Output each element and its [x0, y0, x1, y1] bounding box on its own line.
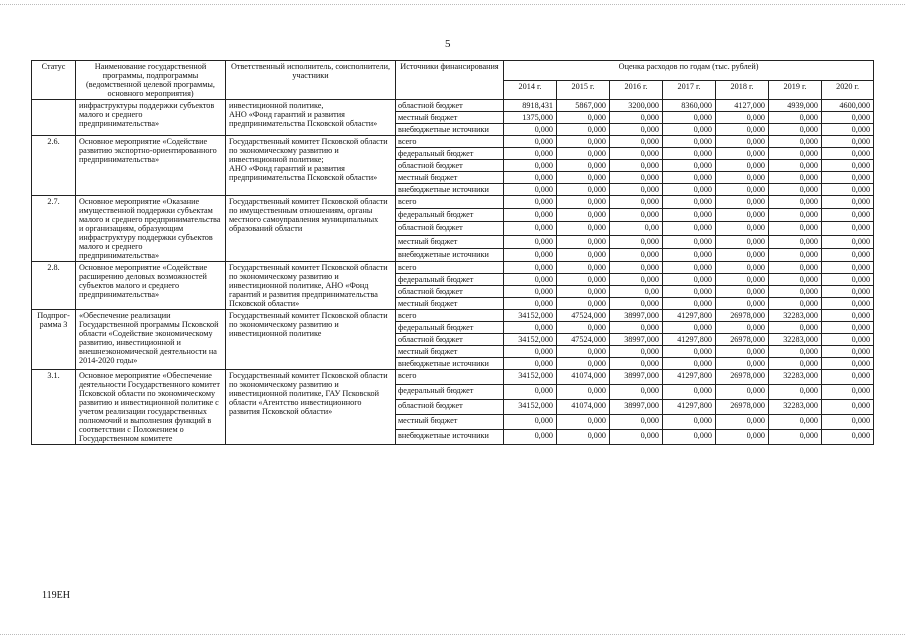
executor-cell: инвестиционной политике, АНО «Фонд гарантий и развития предпринимательства Псковской области»: [226, 100, 396, 136]
value-cell: 0,000: [716, 112, 769, 124]
value-cell: 0,000: [822, 222, 874, 235]
value-cell: 0,000: [504, 136, 557, 148]
status-cell: [32, 100, 76, 136]
source-cell: всего: [396, 370, 504, 385]
value-cell: 0,000: [769, 148, 822, 160]
value-cell: 0,000: [504, 346, 557, 358]
value-cell: 0,000: [557, 172, 610, 184]
value-cell: 0,000: [716, 274, 769, 286]
value-cell: 0,000: [769, 196, 822, 209]
value-cell: 0,000: [557, 222, 610, 235]
table-row: [32, 370, 874, 385]
value-cell: 0,000: [504, 160, 557, 172]
value-cell: 0,000: [610, 430, 663, 445]
value-cell: 0,000: [769, 415, 822, 430]
source-cell: внебюджетные источники: [396, 184, 504, 196]
value-cell: 0,000: [610, 209, 663, 222]
value-cell: 0,000: [769, 209, 822, 222]
value-cell: 0,000: [769, 358, 822, 370]
value-cell: 0,000: [769, 160, 822, 172]
value-cell: 0,000: [610, 298, 663, 310]
value-cell: 0,000: [822, 235, 874, 248]
executor-cell: Государственный комитет Псковской области по экономическому развитию и инвестиционной политике, АНО «Фонд гарантий и развития предпринимательства Псковской области»: [226, 262, 396, 310]
value-cell: 0,000: [822, 310, 874, 322]
value-cell: 0,000: [716, 124, 769, 136]
value-cell: 47524,000: [557, 334, 610, 346]
value-cell: 41297,800: [663, 310, 716, 322]
source-cell: местный бюджет: [396, 346, 504, 358]
value-cell: 0,000: [557, 415, 610, 430]
source-cell: местный бюджет: [396, 415, 504, 430]
value-cell: 0,000: [504, 184, 557, 196]
value-cell: 0,000: [610, 136, 663, 148]
value-cell: 0,000: [822, 248, 874, 261]
value-cell: 0,00: [610, 286, 663, 298]
value-cell: 0,000: [557, 112, 610, 124]
value-cell: 26978,000: [716, 370, 769, 385]
value-cell: 0,000: [557, 430, 610, 445]
value-cell: 0,000: [822, 209, 874, 222]
value-cell: 0,000: [557, 298, 610, 310]
value-cell: 0,000: [769, 262, 822, 274]
value-cell: 0,000: [769, 346, 822, 358]
value-cell: 0,000: [716, 322, 769, 334]
value-cell: 41297,800: [663, 370, 716, 385]
value-cell: 26978,000: [716, 334, 769, 346]
value-cell: 0,000: [769, 184, 822, 196]
value-cell: 0,000: [610, 112, 663, 124]
value-cell: 0,000: [822, 430, 874, 445]
value-cell: 32283,000: [769, 310, 822, 322]
value-cell: 0,000: [822, 358, 874, 370]
value-cell: 0,000: [716, 286, 769, 298]
status-cell: 2.7.: [32, 196, 76, 262]
executor-cell: Государственный комитет Псковской области по экономическому развитию и инвестиционной политике; АНО «Фонд гарантий и развития предпринимательства Псковской области»: [226, 136, 396, 196]
source-cell: всего: [396, 136, 504, 148]
value-cell: 0,000: [610, 196, 663, 209]
source-cell: местный бюджет: [396, 235, 504, 248]
value-cell: 0,000: [769, 172, 822, 184]
source-cell: федеральный бюджет: [396, 209, 504, 222]
source-cell: федеральный бюджет: [396, 385, 504, 400]
table-row: [32, 196, 874, 209]
value-cell: 34152,000: [504, 310, 557, 322]
value-cell: 0,000: [663, 346, 716, 358]
value-cell: 41297,800: [663, 400, 716, 415]
value-cell: 0,000: [822, 184, 874, 196]
value-cell: 0,000: [716, 136, 769, 148]
value-cell: 0,000: [716, 148, 769, 160]
value-cell: 0,000: [663, 235, 716, 248]
value-cell: 0,000: [504, 322, 557, 334]
document-code: 119ЕН: [42, 590, 70, 601]
value-cell: 38997,000: [610, 400, 663, 415]
value-cell: 0,000: [769, 430, 822, 445]
value-cell: 0,000: [769, 322, 822, 334]
header-executor: Ответственный исполнитель, соисполнители, участники: [226, 61, 396, 100]
value-cell: 0,000: [663, 385, 716, 400]
source-cell: всего: [396, 310, 504, 322]
value-cell: 0,000: [663, 322, 716, 334]
status-cell: Подпрог-рамма 3: [32, 310, 76, 370]
value-cell: 0,000: [557, 136, 610, 148]
name-cell: «Обеспечение реализации Государственной программы Псковской области «Содействие экономическому развитию, инвестиционной и внешнеэкономической деятельности на 2014-2020 годы»: [76, 310, 226, 370]
value-cell: 0,000: [663, 286, 716, 298]
value-cell: 0,000: [504, 235, 557, 248]
value-cell: 0,000: [610, 346, 663, 358]
value-cell: 0,000: [822, 322, 874, 334]
value-cell: 0,000: [504, 274, 557, 286]
value-cell: 0,000: [822, 148, 874, 160]
value-cell: 0,000: [716, 430, 769, 445]
value-cell: 0,000: [822, 334, 874, 346]
value-cell: 0,000: [610, 124, 663, 136]
value-cell: 0,000: [504, 222, 557, 235]
value-cell: 0,000: [716, 209, 769, 222]
value-cell: 4600,000: [822, 100, 874, 112]
value-cell: 0,000: [610, 385, 663, 400]
header-year: 2020 г.: [822, 80, 874, 100]
value-cell: 0,000: [822, 136, 874, 148]
value-cell: 0,000: [663, 415, 716, 430]
executor-cell: Государственный комитет Псковской области по экономическому развитию и инвестиционной политике: [226, 310, 396, 370]
value-cell: 0,000: [822, 274, 874, 286]
value-cell: 26978,000: [716, 400, 769, 415]
value-cell: 0,000: [716, 415, 769, 430]
table-row: [32, 262, 874, 274]
scan-edge-bottom: [0, 634, 905, 635]
value-cell: 0,000: [610, 274, 663, 286]
value-cell: 0,000: [610, 172, 663, 184]
value-cell: 0,000: [663, 274, 716, 286]
value-cell: 0,000: [610, 160, 663, 172]
source-cell: внебюджетные источники: [396, 248, 504, 261]
value-cell: 0,000: [716, 262, 769, 274]
value-cell: 0,000: [769, 222, 822, 235]
page-number: 5: [445, 38, 451, 50]
source-cell: областной бюджет: [396, 222, 504, 235]
value-cell: 0,000: [663, 430, 716, 445]
source-cell: внебюджетные источники: [396, 430, 504, 445]
value-cell: 0,000: [663, 248, 716, 261]
value-cell: 0,000: [504, 172, 557, 184]
name-cell: инфраструктуры поддержки субъектов малого и среднего предпринимательства»: [76, 100, 226, 136]
value-cell: 0,000: [663, 196, 716, 209]
value-cell: 0,000: [557, 346, 610, 358]
name-cell: Основное мероприятие «Обеспечение деятельности Государственного комитет Псковской области по экономическому развитию и инвестиционной политике с учетом реализации государственных полномочий и выполнения функций в соответствии с Положением о Государственном комитете: [76, 370, 226, 445]
value-cell: 0,000: [663, 358, 716, 370]
value-cell: 0,000: [557, 235, 610, 248]
value-cell: 0,000: [716, 160, 769, 172]
table-row: [32, 136, 874, 148]
header-status: Статус: [32, 61, 76, 100]
value-cell: 26978,000: [716, 310, 769, 322]
value-cell: 0,000: [504, 358, 557, 370]
value-cell: 0,00: [610, 222, 663, 235]
value-cell: 0,000: [610, 148, 663, 160]
value-cell: 0,000: [610, 322, 663, 334]
value-cell: 0,000: [716, 385, 769, 400]
value-cell: 0,000: [504, 209, 557, 222]
header-year: 2014 г.: [504, 80, 557, 100]
value-cell: 5867,000: [557, 100, 610, 112]
value-cell: 0,000: [557, 196, 610, 209]
value-cell: 0,000: [822, 286, 874, 298]
value-cell: 0,000: [822, 370, 874, 385]
value-cell: 38997,000: [610, 370, 663, 385]
value-cell: 41297,800: [663, 334, 716, 346]
value-cell: 4127,000: [716, 100, 769, 112]
value-cell: 0,000: [822, 112, 874, 124]
value-cell: 0,000: [504, 298, 557, 310]
value-cell: 0,000: [557, 322, 610, 334]
value-cell: 0,000: [769, 298, 822, 310]
value-cell: 0,000: [822, 160, 874, 172]
header-year: 2019 г.: [769, 80, 822, 100]
value-cell: 34152,000: [504, 334, 557, 346]
value-cell: 0,000: [557, 209, 610, 222]
value-cell: 0,000: [769, 286, 822, 298]
value-cell: 0,000: [716, 222, 769, 235]
source-cell: областной бюджет: [396, 286, 504, 298]
value-cell: 0,000: [610, 235, 663, 248]
value-cell: 4939,000: [769, 100, 822, 112]
name-cell: Основное мероприятие «Содействие расширению деловых возможностей субъектов малого и среднего предпринимательства»: [76, 262, 226, 310]
value-cell: 0,000: [769, 136, 822, 148]
value-cell: 0,000: [557, 160, 610, 172]
value-cell: 0,000: [663, 112, 716, 124]
table-row: [32, 100, 874, 112]
header-year: 2015 г.: [557, 80, 610, 100]
value-cell: 0,000: [663, 262, 716, 274]
value-cell: 0,000: [822, 172, 874, 184]
value-cell: 0,000: [716, 248, 769, 261]
source-cell: внебюджетные источники: [396, 358, 504, 370]
value-cell: 8360,000: [663, 100, 716, 112]
value-cell: 0,000: [610, 248, 663, 261]
value-cell: 0,000: [504, 248, 557, 261]
value-cell: 38997,000: [610, 310, 663, 322]
value-cell: 0,000: [716, 184, 769, 196]
value-cell: 47524,000: [557, 310, 610, 322]
source-cell: местный бюджет: [396, 298, 504, 310]
header-year: 2017 г.: [663, 80, 716, 100]
executor-cell: Государственный комитет Псковской области по имущественным отношениям, органы местного самоуправления муниципальных образований области: [226, 196, 396, 262]
value-cell: 0,000: [663, 136, 716, 148]
scan-edge-top: [0, 4, 905, 5]
value-cell: 41074,000: [557, 400, 610, 415]
source-cell: областной бюджет: [396, 160, 504, 172]
value-cell: 32283,000: [769, 370, 822, 385]
value-cell: 8918,431: [504, 100, 557, 112]
value-cell: 0,000: [769, 124, 822, 136]
value-cell: 0,000: [557, 148, 610, 160]
value-cell: 0,000: [716, 172, 769, 184]
value-cell: 0,000: [557, 248, 610, 261]
value-cell: 0,000: [504, 196, 557, 209]
value-cell: 0,000: [663, 172, 716, 184]
status-cell: 3.1.: [32, 370, 76, 445]
value-cell: 0,000: [822, 124, 874, 136]
value-cell: 0,000: [663, 222, 716, 235]
source-cell: местный бюджет: [396, 172, 504, 184]
source-cell: федеральный бюджет: [396, 274, 504, 286]
source-cell: областной бюджет: [396, 100, 504, 112]
value-cell: 38997,000: [610, 334, 663, 346]
expenditure-table: [31, 60, 874, 445]
table-row: [32, 310, 874, 322]
value-cell: 41074,000: [557, 370, 610, 385]
value-cell: 0,000: [716, 346, 769, 358]
value-cell: 34152,000: [504, 370, 557, 385]
source-cell: федеральный бюджет: [396, 322, 504, 334]
value-cell: 32283,000: [769, 334, 822, 346]
source-cell: всего: [396, 196, 504, 209]
value-cell: 0,000: [822, 298, 874, 310]
value-cell: 0,000: [663, 184, 716, 196]
value-cell: 0,000: [716, 298, 769, 310]
status-cell: 2.6.: [32, 136, 76, 196]
value-cell: 0,000: [716, 235, 769, 248]
value-cell: 32283,000: [769, 400, 822, 415]
value-cell: 0,000: [504, 124, 557, 136]
value-cell: 0,000: [769, 274, 822, 286]
value-cell: 0,000: [610, 358, 663, 370]
value-cell: 1375,000: [504, 112, 557, 124]
header-name: Наименование государственной программы, подпрограммы (ведомственной целевой программы, основного мероприятия): [76, 61, 226, 100]
value-cell: 0,000: [504, 415, 557, 430]
value-cell: 0,000: [610, 415, 663, 430]
value-cell: 0,000: [504, 286, 557, 298]
header-source: Источники финансирования: [396, 61, 504, 100]
value-cell: 0,000: [557, 184, 610, 196]
value-cell: 0,000: [822, 196, 874, 209]
value-cell: 0,000: [822, 415, 874, 430]
value-cell: 0,000: [663, 298, 716, 310]
value-cell: 0,000: [557, 358, 610, 370]
value-cell: 0,000: [557, 124, 610, 136]
value-cell: 0,000: [504, 262, 557, 274]
value-cell: 0,000: [610, 184, 663, 196]
value-cell: 3200,000: [610, 100, 663, 112]
value-cell: 34152,000: [504, 400, 557, 415]
value-cell: 0,000: [504, 385, 557, 400]
value-cell: 0,000: [557, 286, 610, 298]
header-year: 2016 г.: [610, 80, 663, 100]
value-cell: 0,000: [769, 248, 822, 261]
value-cell: 0,000: [663, 160, 716, 172]
value-cell: 0,000: [822, 385, 874, 400]
header-year: 2018 г.: [716, 80, 769, 100]
name-cell: Основное мероприятие «Содействие развитию экспортно-ориентированного предпринимательства»: [76, 136, 226, 196]
value-cell: 0,000: [557, 385, 610, 400]
value-cell: 0,000: [663, 124, 716, 136]
value-cell: 0,000: [504, 430, 557, 445]
value-cell: 0,000: [769, 112, 822, 124]
source-cell: внебюджетные источники: [396, 124, 504, 136]
value-cell: 0,000: [557, 274, 610, 286]
value-cell: 0,000: [663, 148, 716, 160]
source-cell: областной бюджет: [396, 400, 504, 415]
value-cell: 0,000: [610, 262, 663, 274]
value-cell: 0,000: [769, 385, 822, 400]
table-body: [32, 100, 874, 445]
value-cell: 0,000: [822, 346, 874, 358]
source-cell: всего: [396, 262, 504, 274]
source-cell: местный бюджет: [396, 112, 504, 124]
value-cell: 0,000: [504, 148, 557, 160]
executor-cell: Государственный комитет Псковской области по экономическому развитию и инвестиционной политике, ГАУ Псковской области «Агентство инвестиционного развития Псковской области»: [226, 370, 396, 445]
value-cell: 0,000: [822, 400, 874, 415]
header-cost: Оценка расходов по годам (тыс. рублей): [504, 61, 874, 81]
value-cell: 0,000: [716, 358, 769, 370]
source-cell: федеральный бюджет: [396, 148, 504, 160]
value-cell: 0,000: [716, 196, 769, 209]
name-cell: Основное мероприятие «Оказание имущественной поддержки субъектам малого и среднего предпринимательства и организациям, образующим инфраструктуру поддержки субъектов малого и среднего предпринимательства»: [76, 196, 226, 262]
value-cell: 0,000: [822, 262, 874, 274]
value-cell: 0,000: [557, 262, 610, 274]
source-cell: областной бюджет: [396, 334, 504, 346]
status-cell: 2.8.: [32, 262, 76, 310]
value-cell: 0,000: [769, 235, 822, 248]
value-cell: 0,000: [663, 209, 716, 222]
